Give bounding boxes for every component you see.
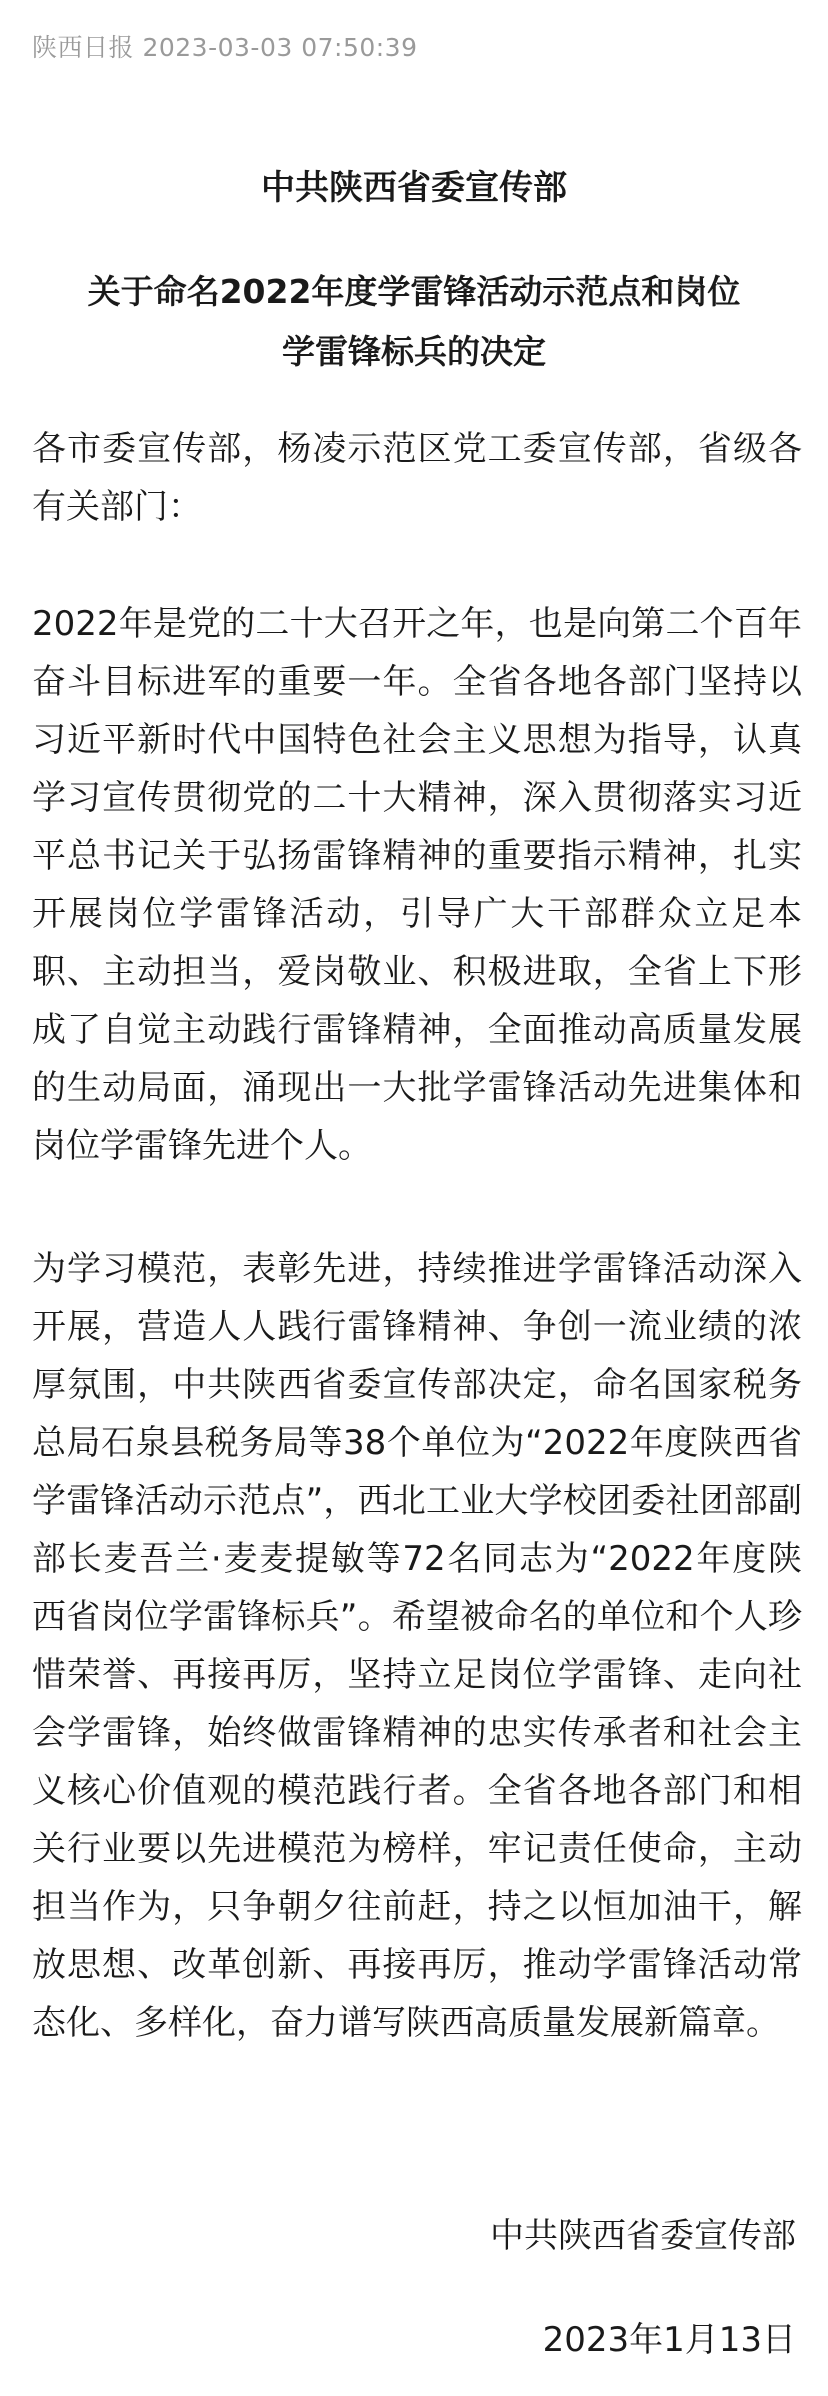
body-paragraph-1: 2022年是党的二十大召开之年，也是向第二个百年奋斗目标进军的重要一年。全省各地各部门坚持以习近平新时代中国特色社会主义思想为指导，认真学习宣传贯彻党的二十大精神，深入贯彻落实习近平总书记关于弘扬雷锋精神的重要指示精神，扎实开展岗位学雷锋活动，引导广大干部群众立足本职、主动担当，爱岗敬业、积极进取，全省上下形成了自觉主动践行雷锋精神，全面推动高质量发展的生动局面，涌现出一大批学雷锋活动先进集体和岗位学雷锋先进个人。 <box>32 604 802 1166</box>
document-title <box>0 262 828 382</box>
signature-organization: 中共陕西省委宣传部 <box>490 2216 796 2256</box>
issuing-organization-heading: 中共陕西省委宣传部 <box>261 168 567 208</box>
document-title-line-2: 学雷锋标兵的决定 <box>282 332 546 371</box>
salutation: 各市委宣传部，杨凌示范区党工委宣传部，省级各有关部门： <box>32 429 802 527</box>
publish-datetime: 2023-03-03 07:50:39 <box>142 33 418 62</box>
publisher-name: 陕西日报 <box>32 33 135 62</box>
signature-date: 2023年1月13日 <box>542 2320 796 2360</box>
source-line <box>32 28 417 64</box>
document-title-line-1: 关于命名2022年度学雷锋活动示范点和岗位 <box>87 272 741 311</box>
body-paragraph-2: 为学习模范，表彰先进，持续推进学雷锋活动深入开展，营造人人践行雷锋精神、争创一流业绩的浓厚氛围，中共陕西省委宣传部决定，命名国家税务总局石泉县税务局等38个单位为“2022年度陕西省学雷锋活动示范点”，西北工业大学校团委社团部副部长麦吾兰·麦麦提敏等72名同志为“2022年度陕西省岗位学雷锋标兵”。希望被命名的单位和个人珍惜荣誉、再接再厉，坚持立足岗位学雷锋、走向社会学雷锋，始终做雷锋精神的忠实传承者和社会主义核心价值观的模范践行者。全省各地各部门和相关行业要以先进模范为榜样，牢记责任使命，主动担当作为，只争朝夕往前赶，持之以恒加油干，解放思想、改革创新、再接再厉，推动学雷锋活动常态化、多样化，奋力谱写陕西高质量发展新篇章。 <box>32 1249 802 2043</box>
